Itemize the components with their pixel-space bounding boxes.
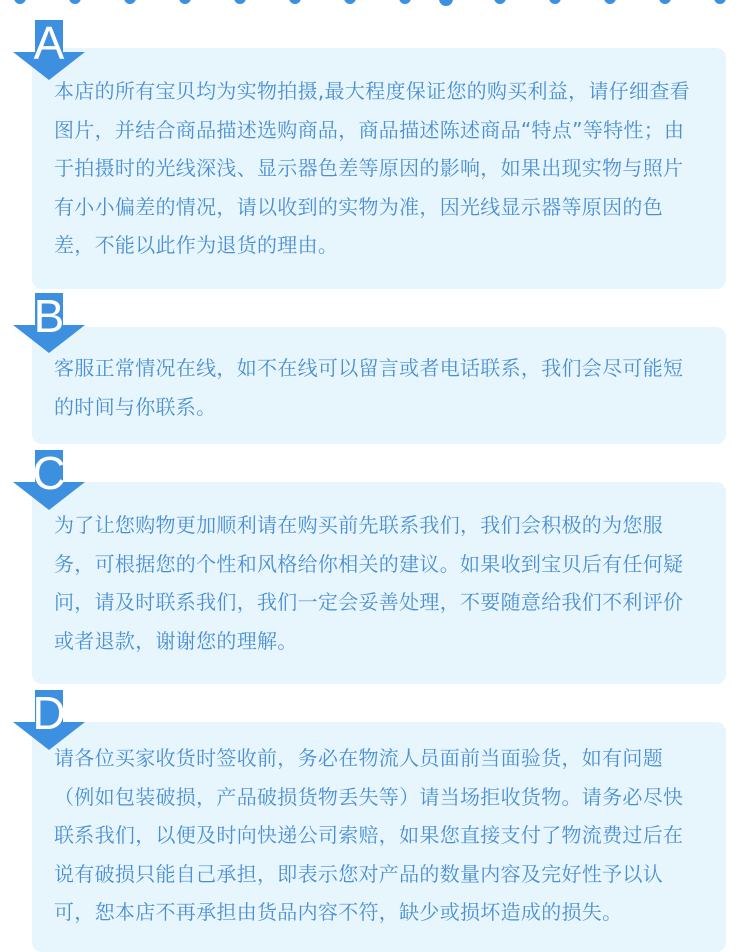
decorative-dot — [439, 0, 453, 6]
section-marker-c — [13, 447, 85, 512]
decorative-dot — [399, 0, 411, 4]
section-letter-a: A — [33, 17, 65, 69]
notice-card-a — [32, 48, 726, 289]
decorative-dot — [289, 0, 301, 4]
notice-card-c — [32, 482, 726, 684]
decorative-dot — [234, 0, 246, 4]
decorative-dot — [549, 0, 561, 4]
decorative-dot — [714, 0, 726, 4]
decorative-dot — [659, 0, 671, 4]
decorative-dot — [179, 0, 191, 4]
decorative-dot — [344, 0, 356, 4]
decorative-dot — [69, 0, 81, 4]
top-dot-border — [0, 0, 750, 8]
section-marker-b — [13, 290, 85, 355]
section-marker-a — [13, 17, 85, 82]
decorative-dot — [494, 0, 506, 4]
decorative-dot — [604, 0, 616, 4]
section-letter-b: B — [33, 290, 65, 342]
decorative-dot — [14, 0, 26, 4]
section-letter-c: C — [32, 447, 66, 499]
notice-text-c: 为了让您购物更加顺利请在购买前先联系我们，我们会积极的为您服务，可根据您的个性和风格给你相关的建议。如果收到宝贝后有任何疑问，请及时联系我们，我们一定会妥善处理，不要随意给我们不利评价或者退款，谢谢您的理解。 — [54, 513, 684, 653]
decorative-dot — [124, 0, 136, 4]
notice-text-b: 客服正常情况在线，如不在线可以留言或者电话联系，我们会尽可能短的时间与你联系。 — [54, 356, 684, 419]
notice-card-b — [32, 327, 726, 444]
section-letter-d: D — [32, 687, 66, 739]
section-marker-d — [13, 687, 85, 752]
notice-card-d — [32, 722, 726, 952]
notice-text-d: 请各位买家收货时签收前，务必在物流人员面前当面验货，如有问题（例如包装破损，产品破损货物丢失等）请当场拒收货物。请务必尽快联系我们，以便及时向快递公司索赔，如果您直接支付了物流费过后在说有破损只能自己承担，即表示您对产品的数量内容及完好性予以认可，恕本店不再承担由货品内容不符，缺少或损坏造成的损失。 — [54, 746, 684, 924]
notice-text-a: 本店的所有宝贝均为实物拍摄,最大程度保证您的购买利益，请仔细查看图片，并结合商品描述选购商品，商品描述陈述商品“特点”等特性；由于拍摄时的光线深浅、显示器色差等原因的影响，如果出现实物与照片有小小偏差的情况，请以收到的实物为准，因光线显示器等原因的色差，不能以此作为退货的理由。 — [54, 79, 690, 257]
